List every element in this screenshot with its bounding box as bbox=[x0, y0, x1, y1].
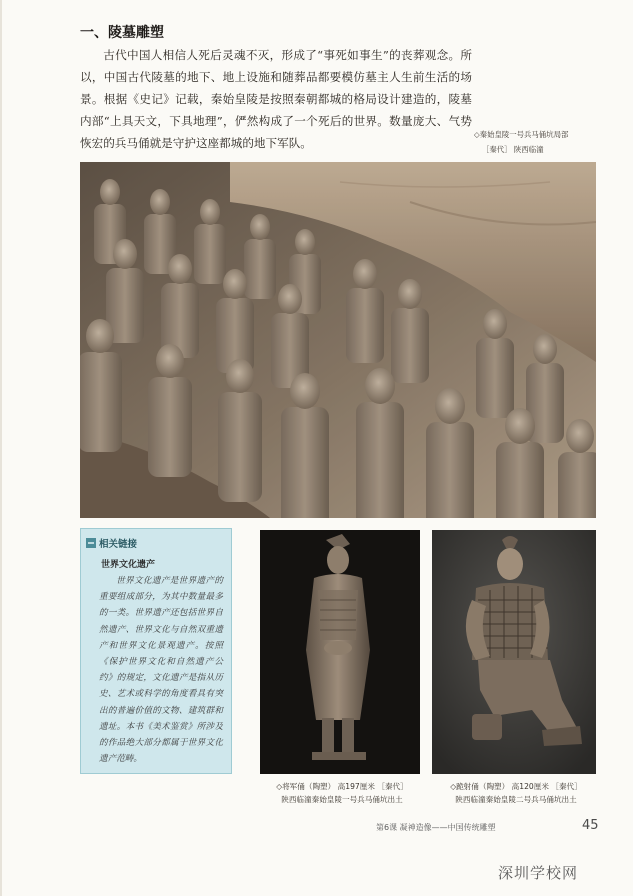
terracotta-army-photo bbox=[80, 162, 596, 518]
kneeling-archer-caption-line2: 陕西临潼秦始皇陵二号兵马俑坑出土 bbox=[455, 795, 577, 804]
general-figurine-caption-line2: 陕西临潼秦始皇陵一号兵马俑坑出土 bbox=[281, 795, 403, 804]
sidebar-subtitle: 世界文化遗产 bbox=[101, 560, 156, 570]
sidebar-body-text: 世界文化遗产是世界遗产的重要组成部分，为其中数量最多的一类。世界遗产还包括世界自然遗产、世界文化与自然双重遗产和世界文化景观遗产。按照《保护世界文化和自然遗产公约》的规定，文化遗产是指从历史、艺术或科学的角度看具有突出的普遍价值的文物、建筑群和遗址。本书《美术鉴赏》所涉及的作品绝大部分都属于世界文化遗产范畴。 bbox=[99, 576, 223, 765]
terracotta-army-illustration bbox=[80, 162, 596, 518]
sidebar-title: 相关链接 bbox=[99, 539, 138, 550]
sidebar-body bbox=[99, 573, 223, 767]
lesson-footer: 第6课 凝神造像——中国传统雕塑 bbox=[376, 823, 496, 832]
site-watermark: 深圳学校网 bbox=[498, 864, 579, 882]
intro-paragraph: 古代中国人相信人死后灵魂不灭，形成了“事死如事生”的丧葬观念。所以，中国古代陵墓的地下、地上设施和随葬品都要模仿墓主人生前生活的场景。根据《史记》记载，秦始皇陵是按照秦朝都城的格局设计建造的，陵墓内部“上具天文，下具地理”，俨然构成了一个死后的世界。数量庞大、气势恢宏的兵马俑就是守护这座都城的地下军队。 bbox=[80, 48, 472, 150]
main-photo-caption bbox=[474, 127, 624, 157]
page-number: 45 bbox=[582, 818, 599, 833]
general-figurine-illustration bbox=[260, 530, 420, 774]
general-figurine-photo bbox=[260, 530, 420, 774]
intro-text bbox=[80, 44, 472, 154]
main-photo-caption-line2: ［秦代］ 陕西临潼 bbox=[482, 145, 544, 154]
kneeling-archer-caption bbox=[424, 780, 608, 806]
general-figurine-caption bbox=[252, 780, 432, 806]
link-bookmark-icon bbox=[85, 537, 97, 549]
kneeling-archer-caption-line1: ◇跪射俑（陶塑） 高120厘米 ［秦代］ bbox=[450, 782, 582, 791]
kneeling-archer-illustration bbox=[432, 530, 596, 774]
kneeling-archer-photo bbox=[432, 530, 596, 774]
general-figurine-caption-line1: ◇将军俑（陶塑） 高197厘米 ［秦代］ bbox=[276, 782, 408, 791]
main-photo-caption-line1: ◇秦始皇陵一号兵马俑坑局部 bbox=[474, 130, 569, 139]
section-heading: 一、陵墓雕塑 bbox=[80, 25, 164, 41]
related-link-sidebar bbox=[80, 528, 232, 774]
